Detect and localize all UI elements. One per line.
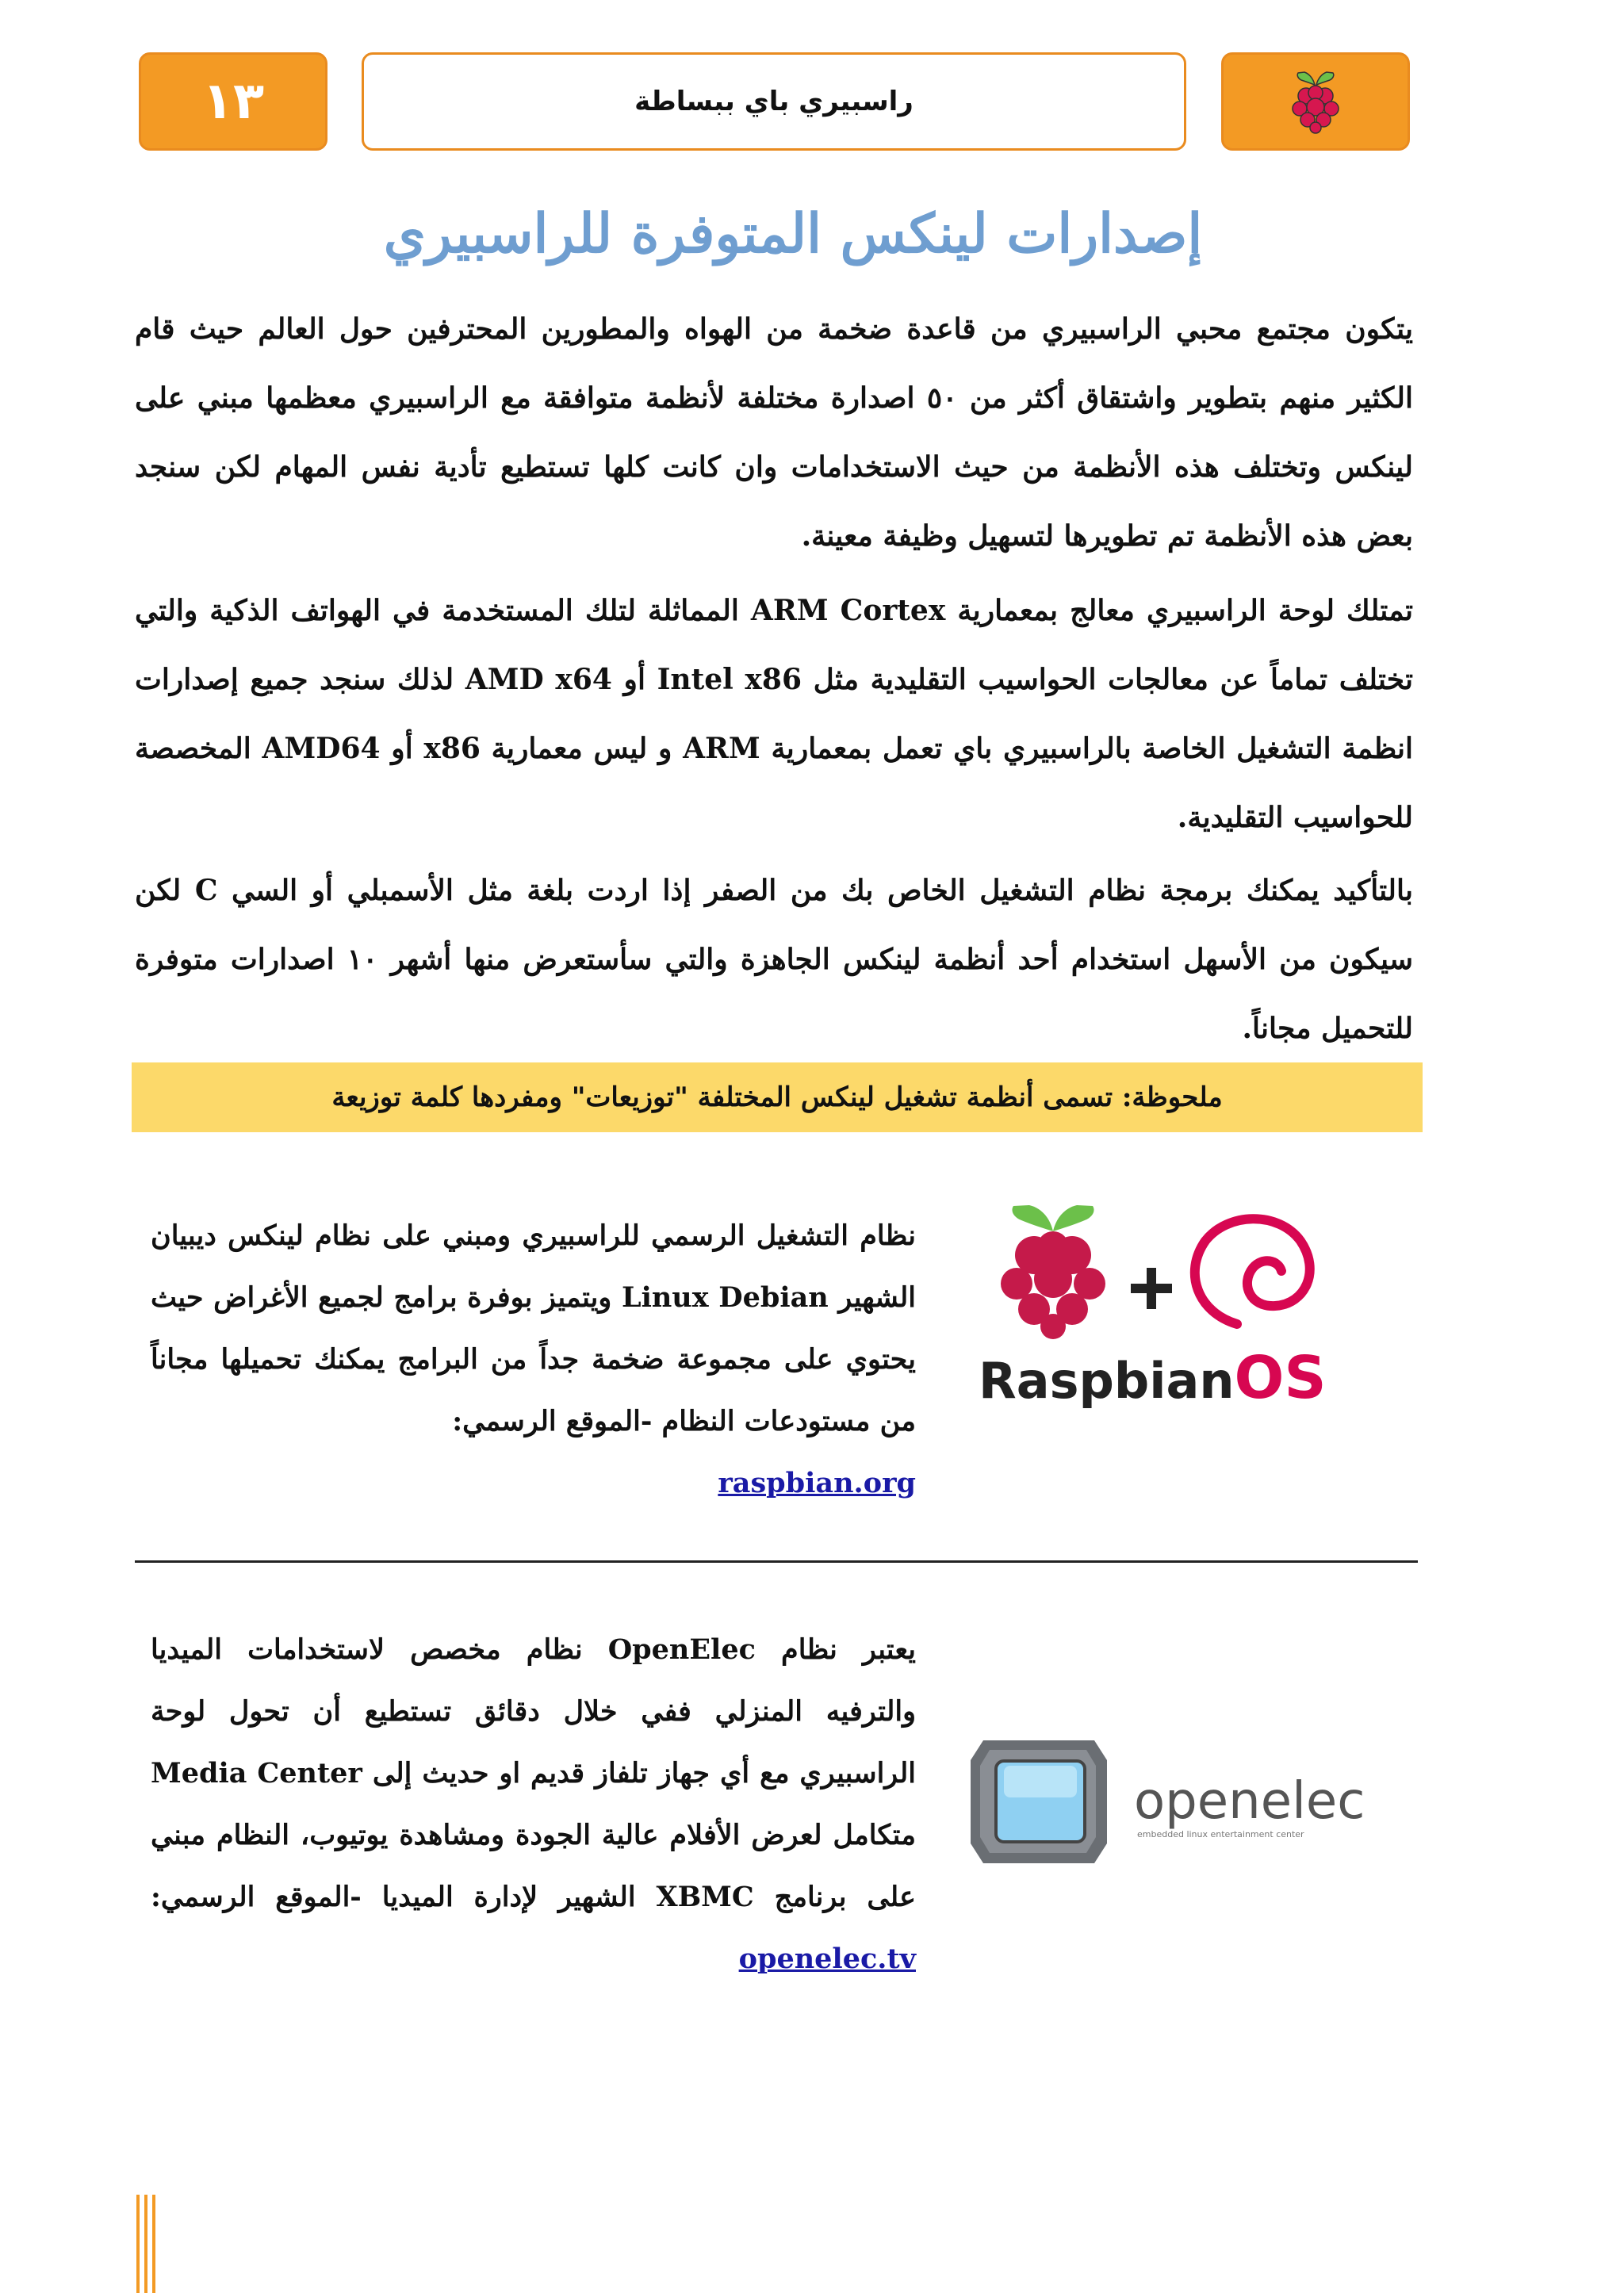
- openelec-link[interactable]: openelec.tv: [738, 1943, 916, 1975]
- paragraph-custom-os: بالتأكيد يمكنك برمجة نظام التشغيل الخاص بك من الصفر إذا اردت بلغة مثل الأسمبلي أو السي C لكن سيكون من الأسهل استخدام أحد أنظمة لينكس الجاهزة والتي سأستعرض منها أشهر ١٠ اصدارات متوفرة للتحميل مجاناً.: [135, 874, 1413, 1045]
- note-banner: [132, 1062, 1423, 1132]
- header-logo-box: [1221, 52, 1410, 151]
- openelec-description-block: [151, 1619, 916, 1990]
- openelec-description: يعتبر نظام OpenElec نظام مخصص لاستخدامات الميديا والترفيه المنزلي ففي خلال دقائق تستطيع أن تحول لوحة الراسبيري مع أي جهاز تلفاز قديم او حديث إلى Media Center متكامل لعرض الأفلام عالية الجودة ومشاهدة يوتيوب، النظام مبني على برنامج XBMC الشهير لإدارة الميديا -الموقع الرسمي:: [151, 1633, 916, 1913]
- openelec-logo-text: openelec: [1134, 1772, 1365, 1831]
- book-title-box: [362, 52, 1186, 151]
- raspbian-description-block: [151, 1205, 916, 1514]
- raspberry-icon: [1001, 1205, 1105, 1339]
- plus-icon: [1131, 1268, 1172, 1309]
- debian-swirl-icon: [1195, 1219, 1310, 1324]
- section-heading: إصدارات لينكس المتوفرة للراسبيري: [383, 202, 1203, 266]
- paragraph-arm: تمتلك لوحة الراسبيري معالج بمعمارية ARM Cortex المماثلة لتلك المستخدمة في الهواتف الذكية والتي تختلف تماماً عن معالجات الحواسيب التقليدية مثل Intel x86 أو AMD x64 لذلك سنجد جميع إصدارات انظمة التشغيل الخاصة بالراسبيري باي تعمل بمعمارية ARM و ليس معمارية x86 أو AMD64 المخصصة للحواسيب التقليدية.: [135, 594, 1414, 834]
- openelec-screen-icon: [971, 1740, 1107, 1863]
- page-number: ١٣: [201, 72, 265, 131]
- raspbian-description: نظام التشغيل الرسمي للراسبيري ومبني على نظام لينكس ديبيان الشهير Linux Debian ويتميز بوفرة برامج لجميع الأغراض حيث يحتوي على مجموعة ضخمة جداً من البرامج يمكنك تحميلها مجاناً من مستودعات النظام -الموقع الرسمي:: [151, 1219, 917, 1437]
- page-number-box: [139, 52, 327, 151]
- svg-text:RaspbianOS: [979, 1344, 1327, 1412]
- openelec-logo: [967, 1717, 1396, 1883]
- openelec-logo-tagline: embedded linux entertainment center: [1137, 1829, 1304, 1839]
- section-divider: [135, 1560, 1418, 1563]
- raspbian-logo-os: OS: [1234, 1344, 1327, 1412]
- book-title: راسبيري باي ببساطة: [634, 86, 914, 117]
- raspbian-logo: [967, 1185, 1396, 1423]
- margin-lines-decoration: [136, 2195, 159, 2293]
- note-text: ملحوظة: تسمى أنظمة تشغيل لينكس المختلفة "توزيعات" ومفردها كلمة توزيعة: [331, 1081, 1223, 1113]
- paragraph-intro: يتكون مجتمع محبي الراسبيري من قاعدة ضخمة من الهواه والمطورين المحترفين حول العالم حيث قام الكثير منهم بتطوير واشتقاق أكثر من ٥٠ اصدارة مختلفة لأنظمة متوافقة مع الراسبيري معظمها مبني على لينكس وتختلف هذه الأنظمة من حيث الاستخدامات وان كانت كلها تستطيع تأدية نفس المهام لكن سنجد بعض هذه الأنظمة تم تطويرها لتسهيل وظيفة معينة.: [135, 312, 1413, 553]
- raspbian-link[interactable]: raspbian.org: [718, 1467, 916, 1499]
- raspberry-pi-logo-icon: [1287, 69, 1344, 134]
- raspbian-logo-text: Raspbian: [979, 1352, 1235, 1410]
